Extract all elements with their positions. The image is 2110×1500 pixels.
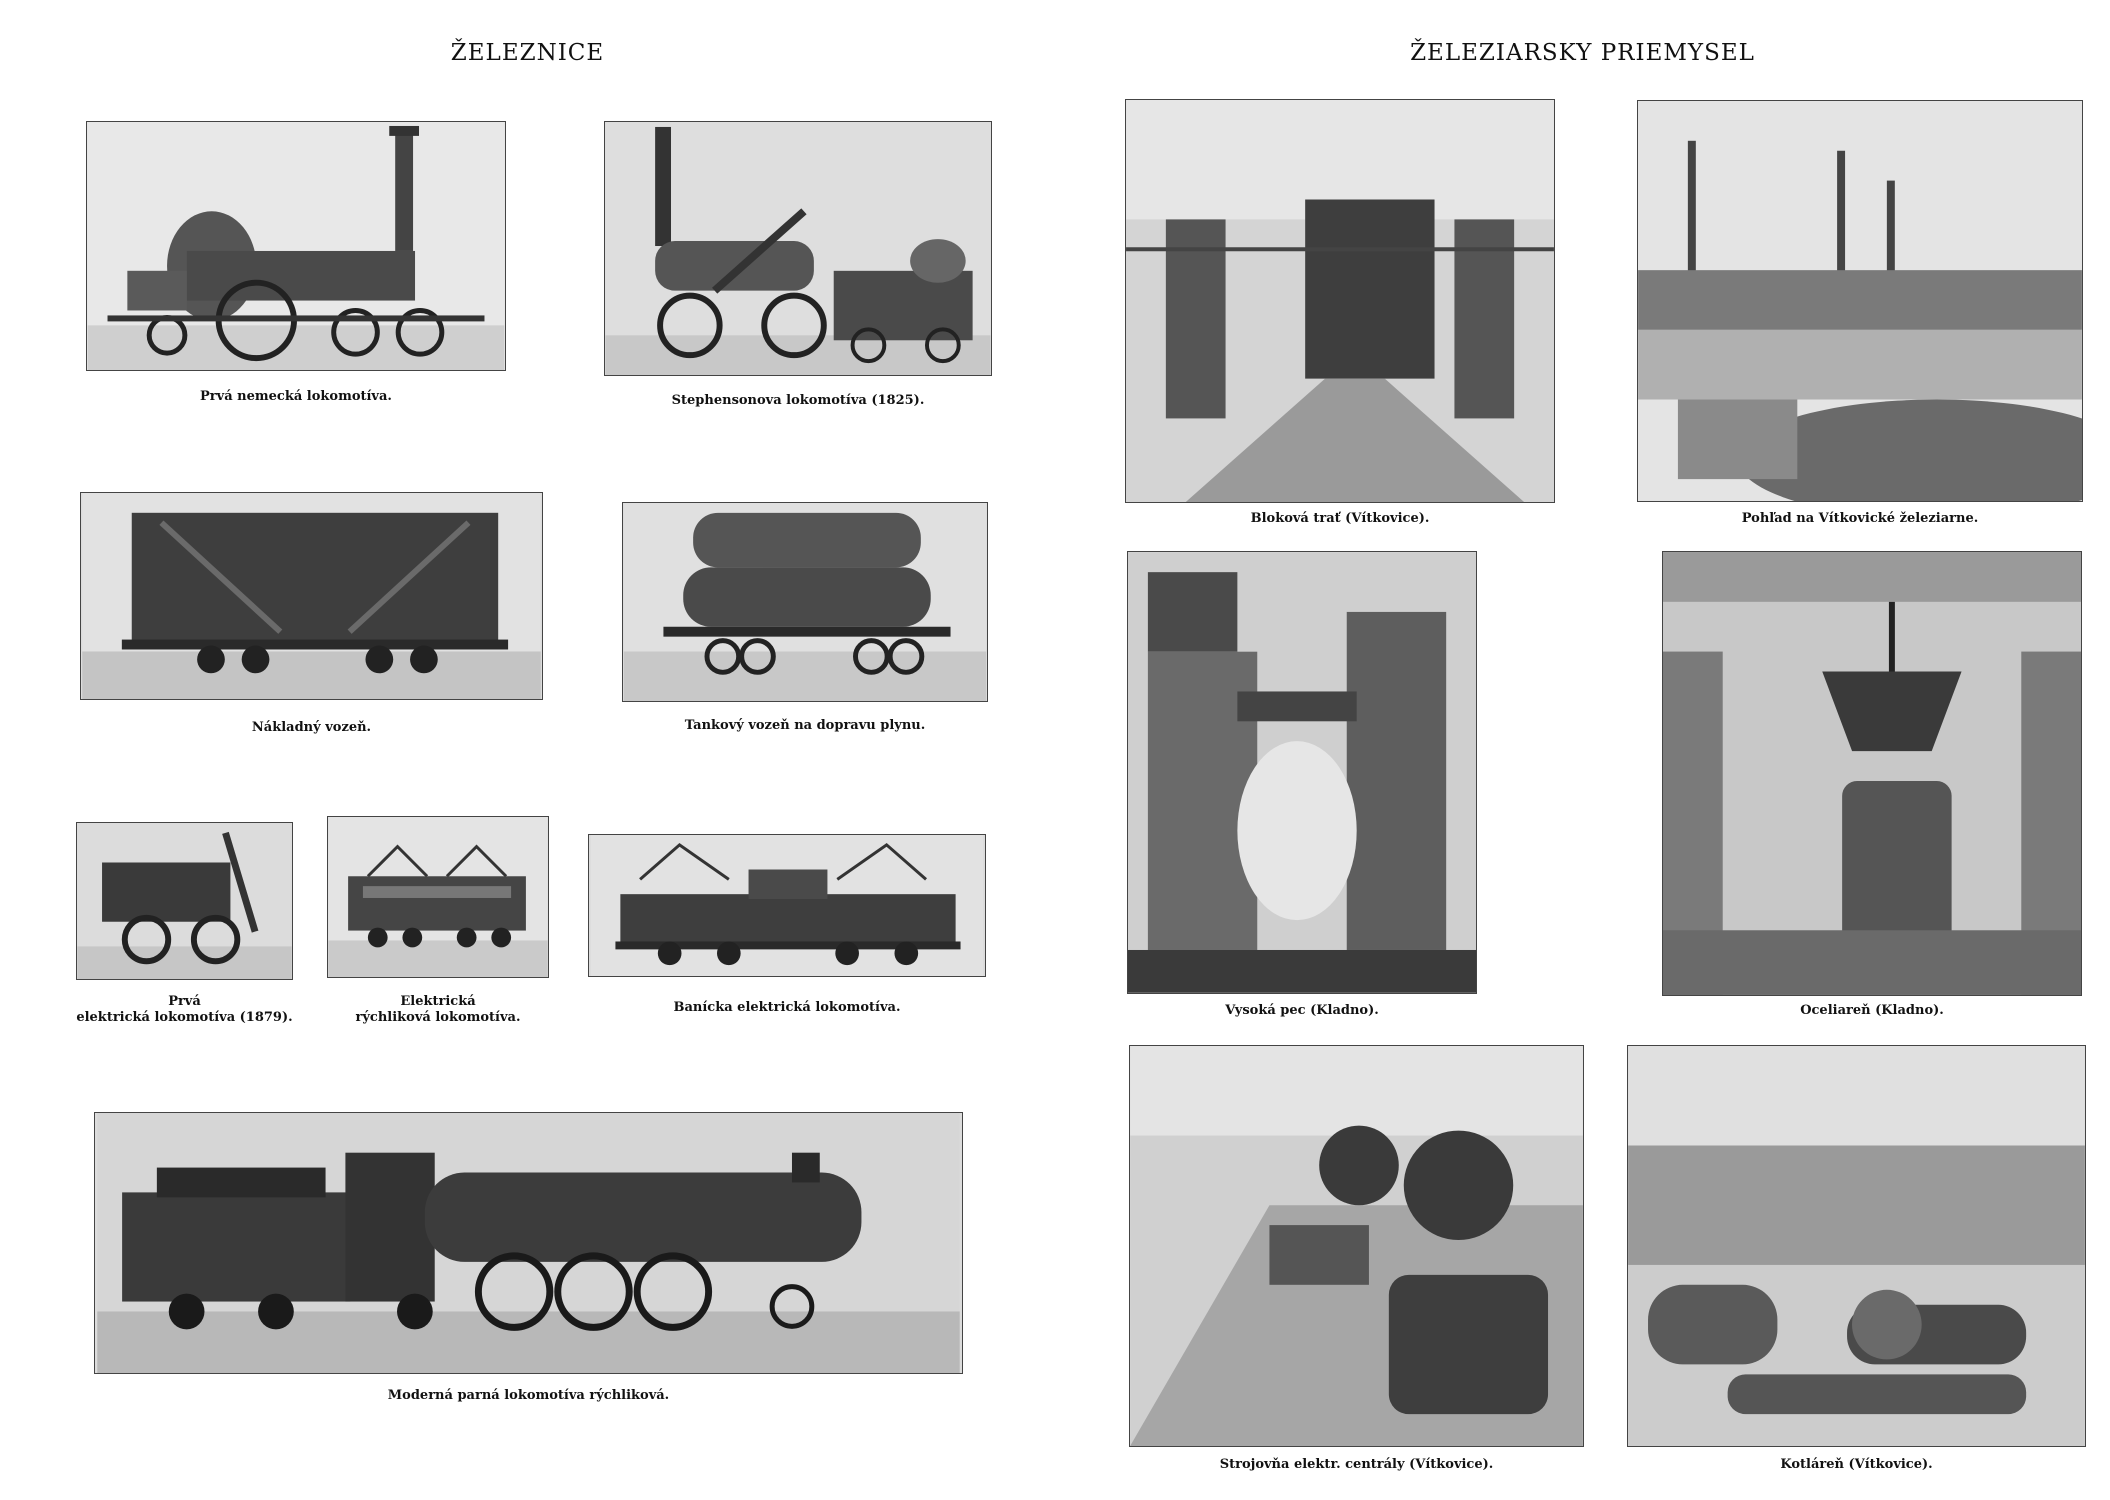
caption-blast-furnace: Vysoká pec (Kladno).	[1225, 1003, 1379, 1018]
photo-steelworks	[1662, 551, 2082, 996]
right-page	[1055, 0, 2110, 1500]
caption-steelworks: Oceliareň (Kladno).	[1800, 1003, 1944, 1018]
photo-blast-furnace	[1127, 551, 1477, 994]
photo-ironworks-view	[1637, 100, 2083, 502]
caption-mining-electric-locomotive: Banícka elektrická lokomotíva.	[673, 1000, 901, 1015]
photo-express-electric-locomotive	[327, 816, 549, 978]
caption-boiler-shop: Kotláreň (Vítkovice).	[1780, 1457, 1933, 1472]
caption-block-mill: Bloková trať (Vítkovice).	[1250, 511, 1430, 526]
plate-steelworks	[1662, 551, 2082, 1021]
caption-modern-steam-locomotive: Moderná parná lokomotíva rýchliková.	[387, 1388, 670, 1403]
page-title-iron-industry: ŽELEZIARSKY PRIEMYSEL	[1410, 40, 1755, 66]
caption-tank-wagon: Tankový vozeň na dopravu plynu.	[684, 718, 926, 733]
plate-ironworks-view	[1637, 100, 2083, 530]
caption-line: elektrická lokomotíva (1879).	[76, 1010, 293, 1025]
photo-modern-steam-locomotive	[94, 1112, 963, 1374]
plate-mining-electric-locomotive	[588, 834, 986, 1019]
plate-express-electric-locomotive	[327, 816, 549, 1028]
plate-freight-wagon	[80, 492, 543, 737]
page-title-railways: ŽELEZNICE	[450, 40, 605, 66]
photo-tank-wagon	[622, 502, 988, 702]
plate-block-mill	[1125, 99, 1555, 529]
plate-first-electric-locomotive	[76, 822, 293, 1027]
caption-freight-wagon: Nákladný vozeň.	[251, 720, 372, 735]
photo-mining-electric-locomotive	[588, 834, 986, 977]
caption-line: Elektrická	[400, 994, 476, 1009]
plate-boiler-shop	[1627, 1045, 2086, 1475]
plate-modern-steam-locomotive	[94, 1112, 963, 1410]
caption-stephenson-locomotive: Stephensonova lokomotíva (1825).	[671, 393, 925, 408]
caption-first-german-locomotive: Prvá nemecká lokomotíva.	[200, 389, 392, 404]
plate-power-plant	[1129, 1045, 1584, 1475]
photo-freight-wagon	[80, 492, 543, 700]
plate-blast-furnace	[1127, 551, 1477, 1021]
photo-first-electric-locomotive	[76, 822, 293, 980]
photo-boiler-shop	[1627, 1045, 2086, 1447]
caption-ironworks-view: Pohľad na Vítkovické železiarne.	[1741, 511, 1979, 526]
caption-power-plant: Strojovňa elektr. centrály (Vítkovice).	[1219, 1457, 1494, 1472]
photo-stephenson-locomotive	[604, 121, 992, 376]
photo-block-mill	[1125, 99, 1555, 503]
caption-line: Prvá	[168, 994, 201, 1009]
plate-first-german-locomotive	[86, 121, 506, 406]
photo-power-plant	[1129, 1045, 1584, 1447]
caption-line: rýchliková lokomotíva.	[355, 1010, 521, 1025]
plate-tank-wagon	[622, 502, 988, 742]
plate-stephenson-locomotive	[604, 121, 992, 411]
photo-first-german-locomotive	[86, 121, 506, 371]
caption-express-electric-locomotive	[287, 994, 589, 1026]
